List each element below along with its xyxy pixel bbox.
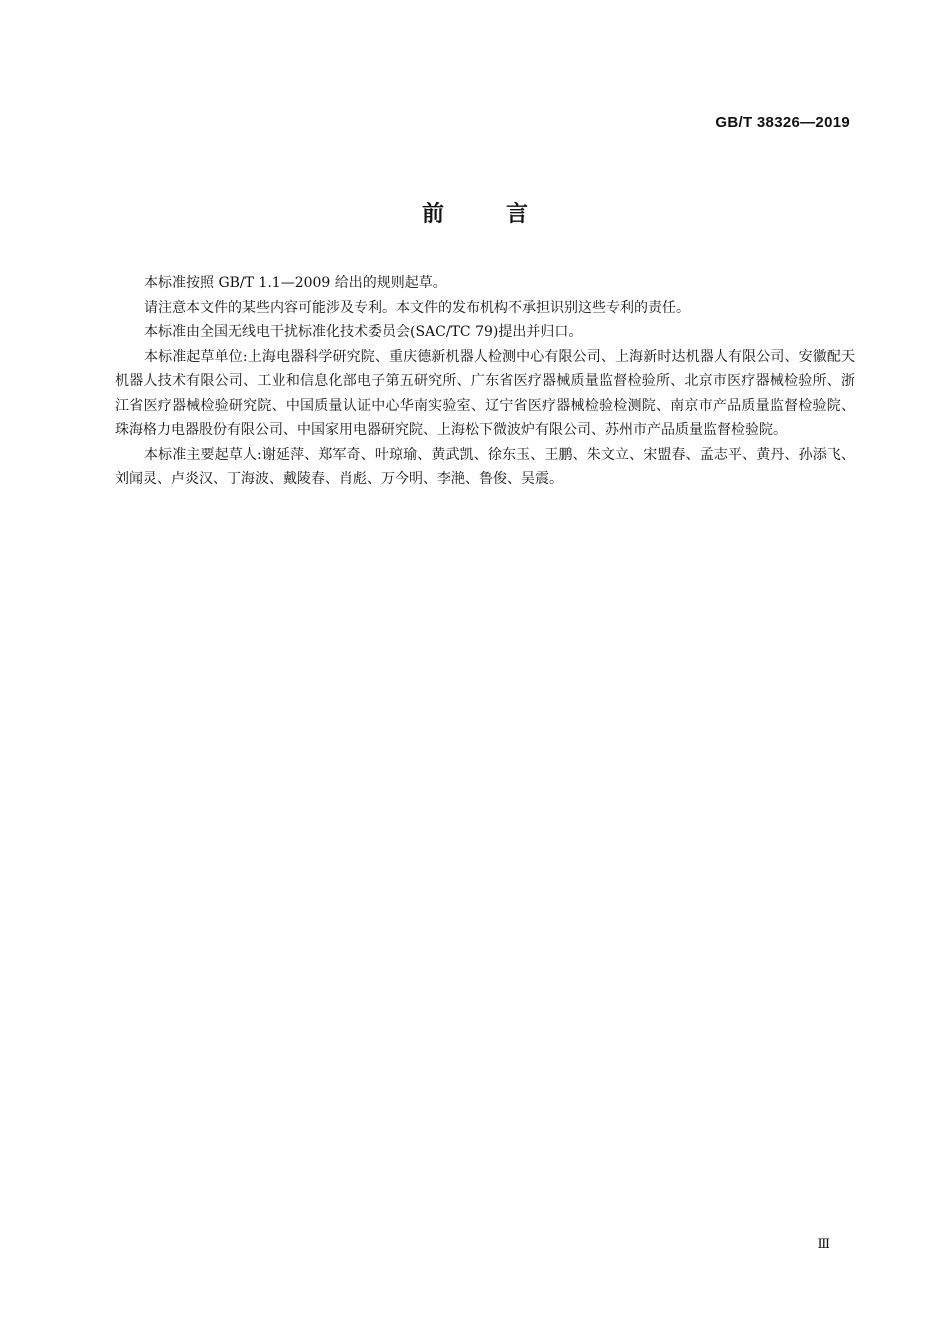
paragraph-drafting-units: 本标准起草单位:上海电器科学研究院、重庆德新机器人检测中心有限公司、上海新时达机器人有限公司、安徽配天机器人技术有限公司、工业和信息化部电子第五研究所、广东省医疗器械质量监督检验所、北京市医疗器械检验所、浙江省医疗器械检验研究院、中国质量认证中心华南实验室、辽宁省医疗器械检验检测院、南京市产品质量监督检验院、珠海格力电器股份有限公司、中国家用电器研究院、上海松下微波炉有限公司、苏州市产品质量监督检验院。 xyxy=(115,348,855,438)
paragraph-proposing-committee: 本标准由全国无线电干扰标准化技术委员会(SAC/TC 79)提出并归口。 xyxy=(144,324,583,340)
standard-code: GB/T 38326—2019 xyxy=(715,114,850,131)
page-number: Ⅲ xyxy=(817,1237,830,1252)
page-title: 前言 xyxy=(421,202,590,227)
paragraph-drafting-rules: 本标准按照 GB/T 1.1—2009 给出的规则起草。 xyxy=(144,275,447,291)
preface-body xyxy=(115,271,855,492)
paragraph-patent-notice: 请注意本文件的某些内容可能涉及专利。本文件的发布机构不承担识别这些专利的责任。 xyxy=(144,299,690,316)
paragraph-drafters: 本标准主要起草人:谢延萍、郑军奇、叶琼瑜、黄武凯、徐东玉、王鹏、朱文立、宋盟春、孟志平、黄丹、孙添飞、刘闻灵、卢炎汉、丁海波、戴陵春、肖彪、万今明、李滟、鲁俊、吴震。 xyxy=(115,446,855,487)
